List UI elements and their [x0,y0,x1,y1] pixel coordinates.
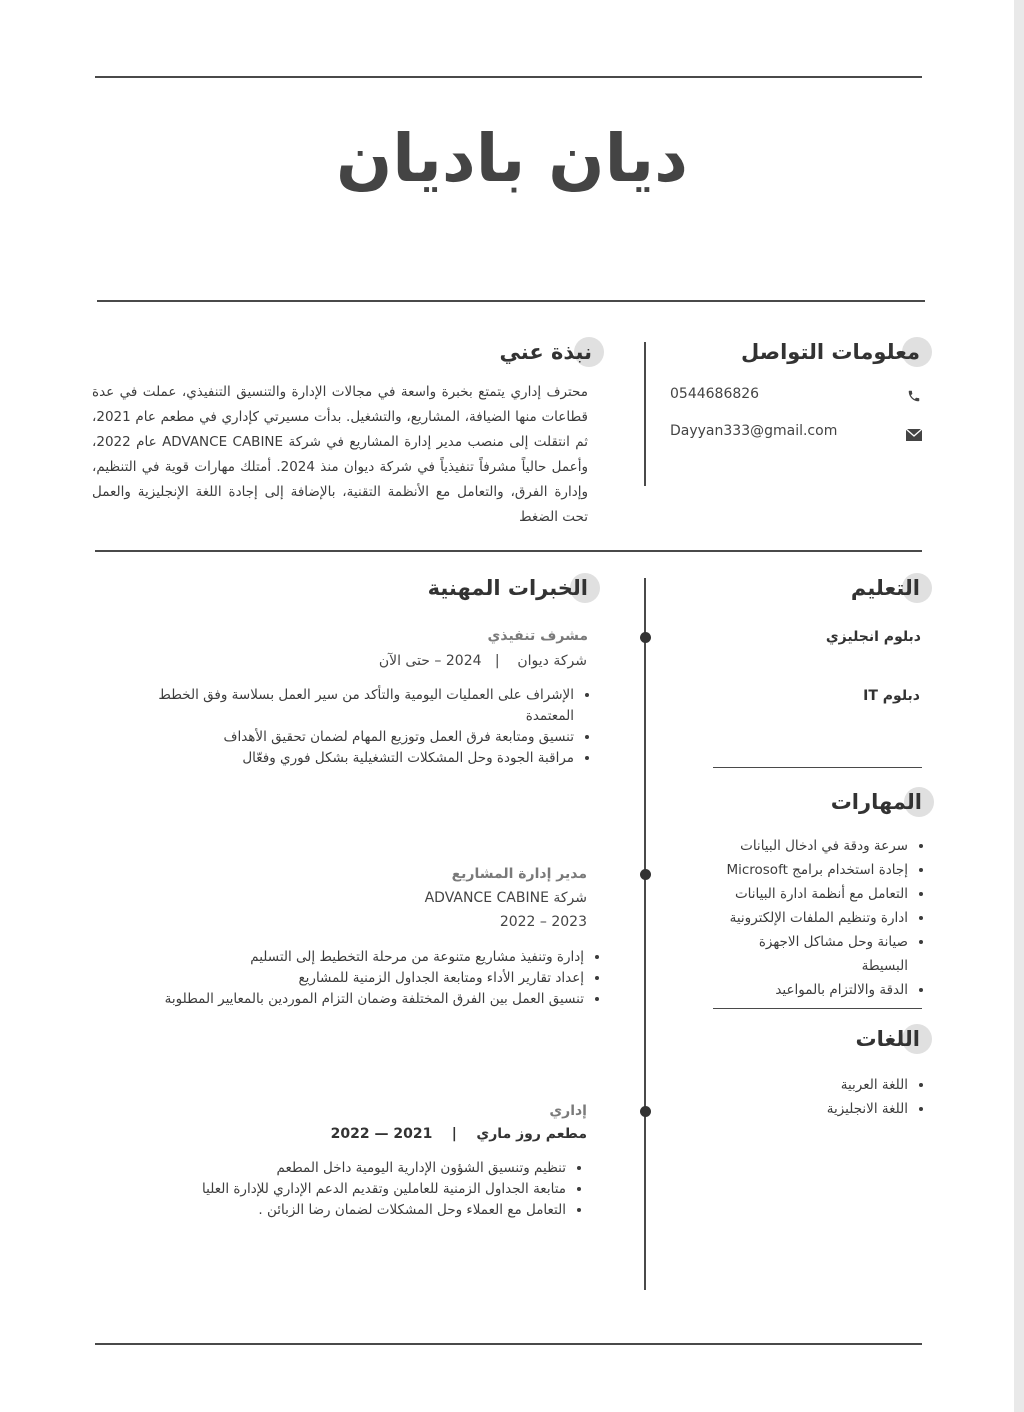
list-item: • اللغة العربية [708,1073,908,1097]
education-divider [713,767,922,768]
bottom-divider [95,1343,922,1345]
list-item: • إدارة وتنفيذ مشاريع متنوعة من مرحلة التخطيط إلى التسليم [104,947,584,968]
list-item: • اللغة الانجليزية [708,1097,908,1121]
list-item: • الدقة والالتزام بالمواعيد [708,978,908,1002]
list-item: • صيانة وحل مشاكل الاجهزة البسيطة [758,930,908,978]
page-edge [1014,0,1024,1412]
job-bullets [106,1158,586,1221]
job-company: شركة ديوان | 2024 – حتى الآن [378,653,587,669]
list-item: • متابعة الجداول الزمنية للعاملين وتقديم الدعم الإداري للإدارة العليا [106,1179,566,1200]
languages-heading: اللغات [856,1027,921,1051]
list-item: • التعامل مع أنظمة ادارة البيانات [708,882,908,906]
list-item: • إعداد تقارير الأداء ومتابعة الجداول الزمنية للمشاريع [104,968,584,989]
list-item: • التعامل مع العملاء وحل المشكلات لضمان رضا الزبائن . [106,1200,566,1221]
phone-icon [907,388,921,407]
job-company: مطعم روز ماري | 2021 — 2022 [330,1126,587,1142]
skills-divider [713,1008,922,1009]
timeline-dot [640,1106,651,1117]
job-title: مشرف تنفيذي [487,628,588,644]
timeline-dot [640,632,651,643]
candidate-name: ديان باديان [335,120,689,197]
list-item: • مراقبة الجودة وحل المشكلات التشغيلية بشكل فوري وفعّال [104,748,574,769]
list-item: • تنسيق ومتابعة فرق العمل وتوزيع المهام لضمان تحقيق الأهداف [104,727,574,748]
skills-list [708,834,928,1002]
header-divider [97,300,925,302]
job-period: 2022 – 2023 [499,914,587,930]
list-item: • تنظيم وتنسيق الشؤون الإدارية اليومية داخل المطعم [106,1158,566,1179]
list-item: • تنسيق العمل بين الفرق المختلفة وضمان التزام الموردين بالمعايير المطلوبة [104,989,584,1010]
job-bullets [104,947,604,1010]
contact-separator [644,342,646,486]
list-item: • الإشراف على العمليات اليومية والتأكد من سير العمل بسلاسة وفق الخطط المعتمدة [134,685,574,727]
contact-heading: معلومات التواصل [741,340,920,364]
email-address[interactable]: Dayyan333@gmail.com [670,423,838,439]
timeline-dot [640,869,651,880]
experience-heading: الخبرات المهنية [428,576,588,600]
job-bullets [104,685,594,769]
list-item: • ادارة وتنظيم الملفات الإلكترونية [708,906,908,930]
job-title: مدير إدارة المشاريع [451,866,587,882]
timeline-line [644,578,646,1290]
about-heading: نبذة عني [500,340,592,364]
job-title: إداري [549,1103,587,1119]
job-company: شركة ADVANCE CABINE [424,890,587,906]
education-item: دبلوم انجليزي [825,629,921,645]
about-divider [95,550,922,552]
education-item: دبلوم IT [863,688,920,704]
languages-list [708,1073,928,1121]
skills-heading: المهارات [831,790,922,814]
top-divider [95,76,922,78]
list-item: • إجادة استخدام برامج Microsoft [708,858,908,882]
phone-number: 0544686826 [670,386,760,402]
list-item: • سرعة ودقة في ادخال البيانات [708,834,908,858]
about-text: محترف إداري يتمتع بخبرة واسعة في مجالات الإدارة والتنسيق التنفيذي، عملت في عدة قطاعات منها الضيافة، المشاريع، والتشغيل. بدأت مسيرتي كإداري في مطعم عام 2021، ثم انتقلت إلى منصب مدير إدارة المشاريع في شركة ADVANCE CABINE عام 2022، وأعمل حالياً مشرفاً تنفيذياً في شركة ديوان منذ 2024. أمتلك مهارات قوية في التنظيم، وإدارة الفرق، والتعامل مع الأنظمة التقنية، بالإضافة إلى إجادة اللغة الإنجليزية والعمل تحت الضغط [92,384,589,525]
education-heading: التعليم [851,576,920,600]
envelope-icon [906,426,922,445]
